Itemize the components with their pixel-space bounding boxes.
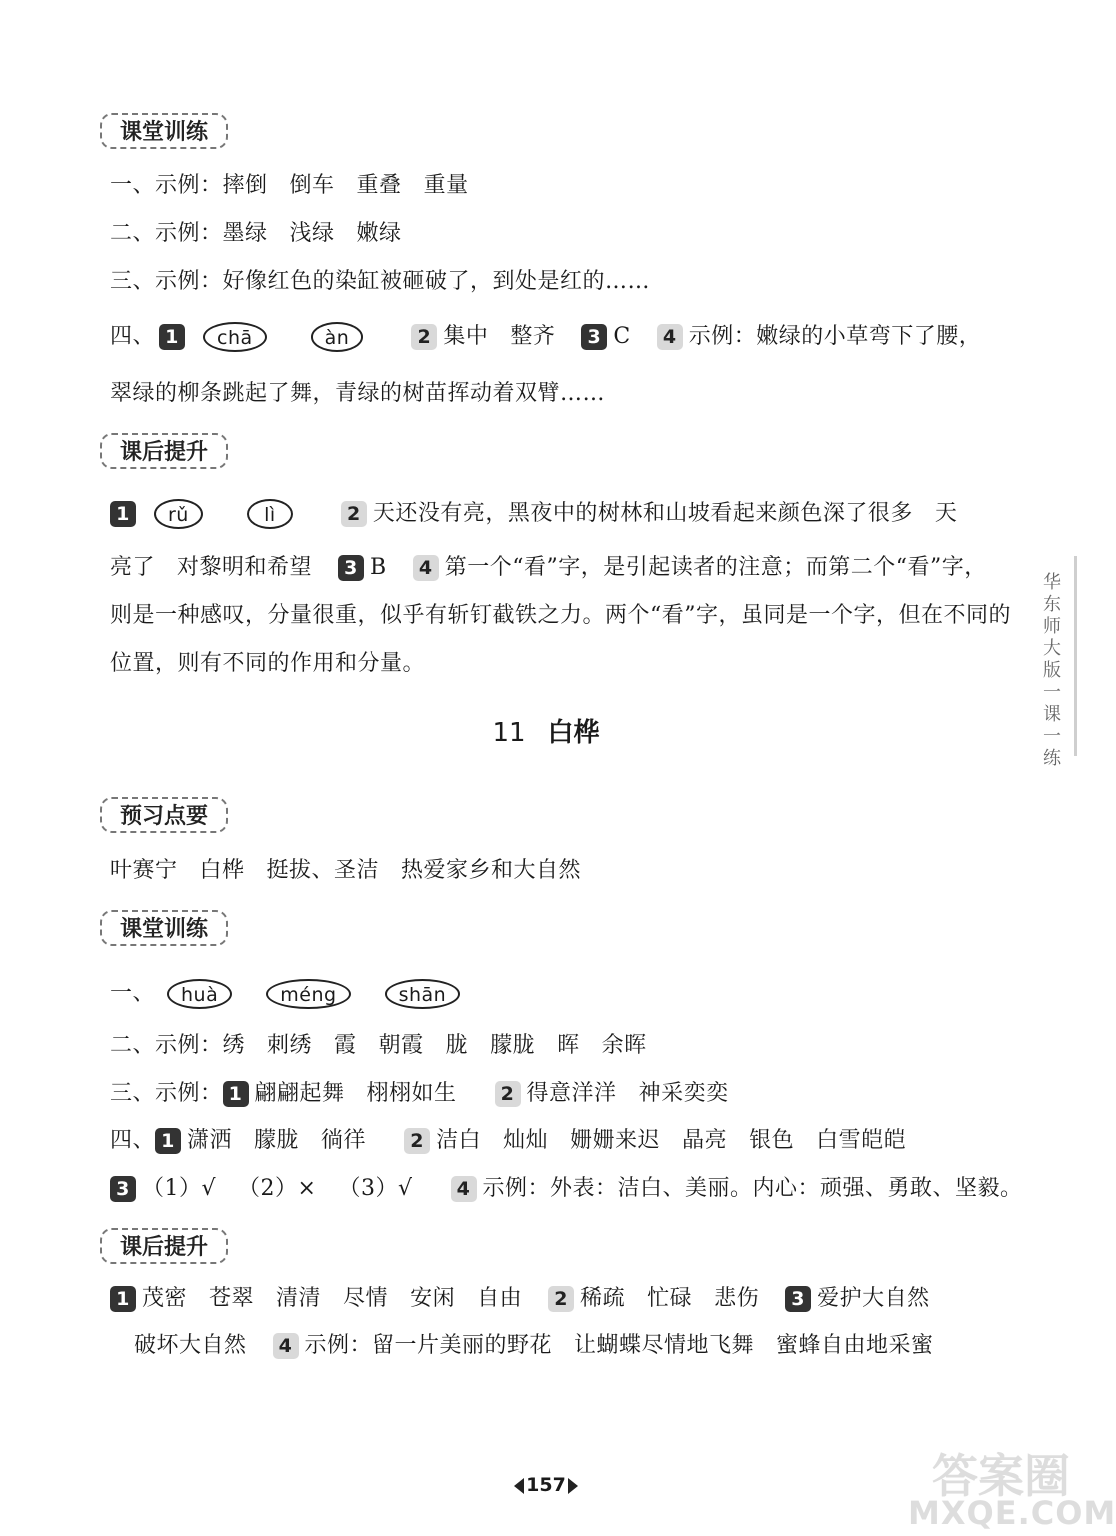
triangle-left-icon: [514, 1478, 524, 1494]
word: 尽情: [343, 1286, 389, 1311]
answer-text: 爱护大自然: [817, 1286, 930, 1311]
triangle-right-icon: [568, 1478, 578, 1494]
question-number-badge: 3: [581, 324, 607, 350]
watermark-text-cn: 答案圈: [932, 1449, 1070, 1503]
word: 绣: [222, 1033, 246, 1058]
answer-text: 示例：外表：洁白、美丽。内心：顽强、勇敢、坚毅。: [482, 1176, 1023, 1201]
question-number-badge: 4: [657, 324, 683, 350]
answer-line-1-1: [110, 172, 469, 200]
word: 灿灿: [503, 1128, 549, 1153]
answer-line-4-2: [110, 1032, 647, 1060]
pinyin-oval: chā: [203, 322, 267, 352]
word: 重叠: [356, 173, 402, 198]
word: 白桦: [199, 858, 245, 883]
answer-line-4-1: [110, 979, 460, 1009]
word: 胧: [445, 1033, 469, 1058]
answer-line-3-1: [110, 857, 581, 885]
section-label-class-training-1: 课堂训练: [100, 113, 228, 149]
section-label-after-class-2: 课后提升: [100, 1228, 228, 1264]
line-prefix: 四、: [110, 324, 156, 349]
pinyin-oval: shān: [385, 979, 461, 1009]
answer-text: 天还没有亮，黑夜中的树林和山坡看起来颜色深了很多: [372, 501, 913, 526]
word: 神采奕奕: [638, 1081, 729, 1106]
answer-line-1-3: 三、示例：好像红色的染缸被砸破了，到处是红的……: [110, 269, 651, 294]
section-label-class-training-2: 课堂训练: [100, 910, 228, 946]
pinyin-oval: àn: [311, 322, 364, 352]
pinyin-oval: méng: [266, 979, 350, 1009]
word: 集中: [443, 324, 489, 349]
word: 栩栩如生: [366, 1081, 457, 1106]
line-prefix: 一、: [110, 981, 156, 1006]
answer-choice: C: [613, 324, 631, 349]
word: 银色: [749, 1128, 795, 1153]
word: 朝霞: [378, 1033, 424, 1058]
answer-text: 破坏大自然: [134, 1333, 247, 1358]
answer-line-5-1: [110, 1285, 930, 1313]
word: 安闲: [410, 1286, 456, 1311]
answer-line-1-5: 翠绿的柳条跳起了舞，青绿的树苗挥动着双臂……: [110, 381, 606, 406]
watermark-text-en: MXQE.COM: [908, 1494, 1116, 1532]
lesson-title: [0, 716, 1092, 750]
word: 徜徉: [321, 1128, 367, 1153]
question-number-badge: 1: [155, 1128, 181, 1154]
page-number-value: 157: [526, 1474, 566, 1496]
line-prefix: 一、示例：: [110, 173, 223, 198]
question-number-badge: 2: [495, 1081, 521, 1107]
word: 重量: [423, 173, 469, 198]
word: 自由: [477, 1286, 523, 1311]
word: 洁白: [436, 1128, 482, 1153]
answer-text: 示例：嫩绿的小草弯下了腰，: [688, 324, 982, 349]
lesson-number: 11: [492, 718, 526, 748]
answer-line-5-2: [134, 1332, 934, 1360]
page-number: [506, 1472, 586, 1498]
word: 稀疏: [580, 1286, 626, 1311]
pinyin-oval: huà: [167, 979, 232, 1009]
line-prefix: 三、示例：: [110, 1081, 223, 1106]
word: 霞: [334, 1033, 357, 1058]
question-number-badge: 3: [785, 1286, 811, 1312]
question-number-badge: 4: [451, 1176, 477, 1202]
word: 忙碌: [647, 1286, 693, 1311]
question-number-badge: 1: [223, 1081, 249, 1107]
word: 晶亮: [682, 1128, 728, 1153]
word: 朦胧: [254, 1128, 300, 1153]
judgement: （1）√: [142, 1176, 217, 1201]
line-prefix: 四、: [110, 1128, 156, 1153]
word: 墨绿: [222, 221, 268, 246]
word: 整齐: [510, 324, 556, 349]
word: 翩翩起舞: [254, 1081, 345, 1106]
answer-line-1-2: [110, 220, 402, 248]
question-number-badge: 2: [411, 324, 437, 350]
word: 嫩绿: [356, 221, 402, 246]
answer-text: 对黎明和希望: [177, 555, 313, 580]
line-prefix: 二、示例：: [110, 221, 223, 246]
word: 姗姗来迟: [570, 1128, 661, 1153]
word: 挺拔、圣洁: [266, 858, 380, 883]
word: 刺绣: [267, 1033, 313, 1058]
answer-line-4-4: [110, 1127, 906, 1155]
word: 悲伤: [714, 1286, 760, 1311]
line-prefix: 二、示例：: [110, 1033, 223, 1058]
question-number-badge: 3: [338, 555, 364, 581]
question-number-badge: 4: [413, 555, 439, 581]
judgement: （2）×: [238, 1176, 317, 1201]
word: 清清: [276, 1286, 322, 1311]
word: 余晖: [601, 1033, 647, 1058]
answer-text: 示例：留一片美丽的野花: [304, 1333, 553, 1358]
question-number-badge: 1: [110, 501, 136, 527]
answer-line-4-5: [110, 1175, 1023, 1203]
word: 白雪皑皑: [816, 1128, 907, 1153]
answer-text: 让蝴蝶尽情地飞舞: [574, 1333, 755, 1358]
word: 浅绿: [289, 221, 335, 246]
question-number-badge: 4: [273, 1333, 299, 1359]
word: 潇洒: [187, 1128, 233, 1153]
watermark-logo: [896, 1440, 1116, 1532]
word: 茂密: [142, 1286, 188, 1311]
word: 叶赛宁: [110, 858, 178, 883]
word: 晖: [557, 1033, 580, 1058]
side-divider: [1074, 556, 1077, 756]
word: 苍翠: [209, 1286, 255, 1311]
answer-text: 第一个“看”字，是引起读者的注意；而第二个“看”字，: [444, 555, 987, 580]
answer-text: 蜜蜂自由地采蜜: [776, 1333, 934, 1358]
word: 热爱家乡和大自然: [401, 858, 582, 883]
question-number-badge: 1: [159, 324, 185, 350]
judgement: （3）√: [338, 1176, 413, 1201]
word: 倒车: [289, 173, 335, 198]
side-series-title: 华东师大版一课一练: [1043, 572, 1061, 769]
question-number-badge: 3: [110, 1176, 136, 1202]
answer-line-1-4: [110, 322, 981, 352]
word: 摔倒: [222, 173, 268, 198]
question-number-badge: 2: [548, 1286, 574, 1312]
word: 朦胧: [490, 1033, 536, 1058]
word: 得意洋洋: [526, 1081, 617, 1106]
answer-line-4-3: [110, 1080, 729, 1108]
answer-choice: B: [370, 555, 387, 580]
pinyin-oval: rǔ: [154, 499, 203, 529]
section-label-after-class-1: 课后提升: [100, 433, 228, 469]
question-number-badge: 1: [110, 1286, 136, 1312]
lesson-name: 白桦: [547, 718, 600, 748]
answer-line-2-2: [110, 554, 987, 582]
answer-line-2-1: [110, 499, 957, 529]
section-label-preview: 预习点要: [100, 797, 228, 833]
answer-text: 天: [934, 501, 958, 526]
answer-line-2-4: 位置，则有不同的作用和分量。: [110, 651, 426, 676]
question-number-badge: 2: [341, 501, 367, 527]
answer-line-2-3: 则是一种感叹，分量很重，似乎有斩钉截铁之力。两个“看”字，虽同是一个字，但在不同的: [110, 603, 1011, 628]
question-number-badge: 2: [404, 1128, 430, 1154]
pinyin-oval: lì: [247, 499, 293, 529]
answer-text: 亮了: [110, 555, 156, 580]
